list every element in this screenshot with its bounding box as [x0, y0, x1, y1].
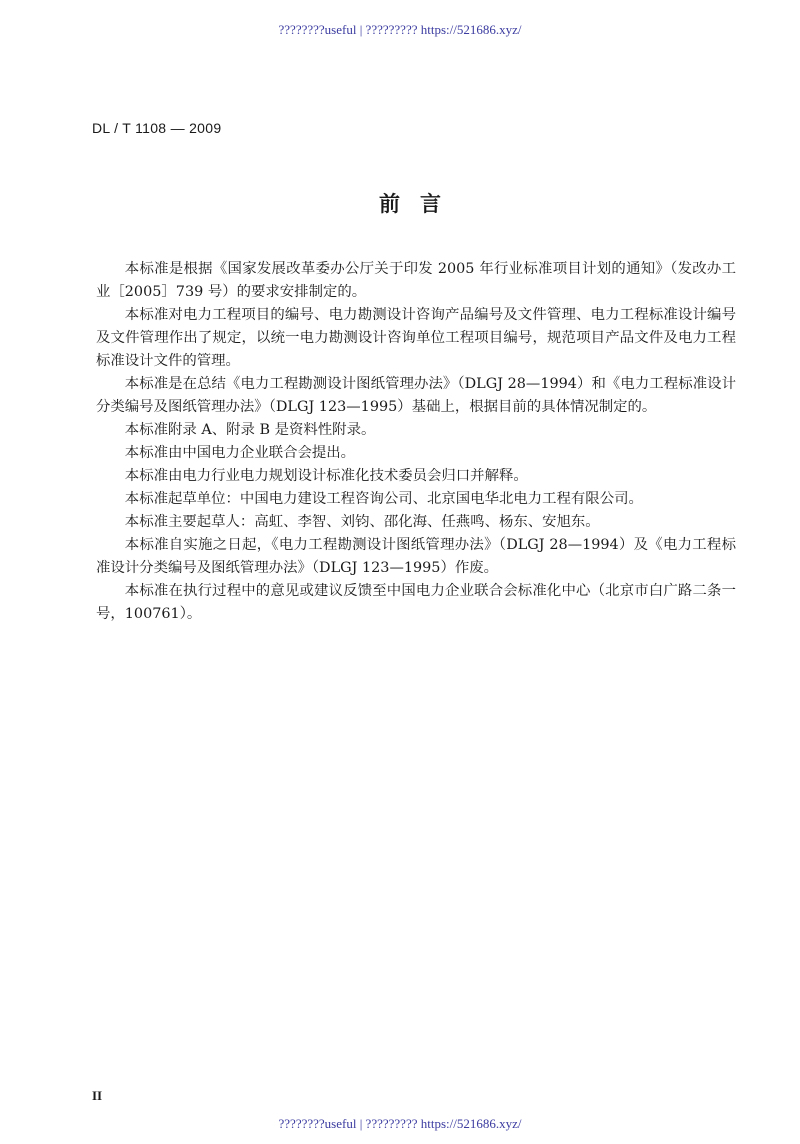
watermark-text: ????????useful | ????????? — [278, 22, 421, 37]
paragraph: 本标准由电力行业电力规划设计标准化技术委员会归口并解释。 — [124, 468, 528, 484]
paragraph: 本标准自实施之日起，《电力工程勘测设计图纸管理办法》（DLGJ 28—1994）及《电力工程标准设计分类编号及图纸管理办法》（DLGJ 123—1995）作废。 — [96, 537, 736, 576]
foreword-body — [96, 258, 736, 626]
paragraph: 本标准主要起草人：高虹、李智、刘钧、邵化海、任燕鸣、杨东、安旭东。 — [124, 514, 600, 530]
paragraph: 本标准是根据《国家发展改革委办公厅关于印发 2005 年行业标准项目计划的通知》（发改办工业［2005］739 号）的要求安排制定的。 — [96, 261, 736, 300]
watermark-link[interactable]: https://521686.xyz/ — [420, 1116, 522, 1131]
page-title: 前言 — [379, 191, 461, 216]
paragraph: 本标准起草单位：中国电力建设工程咨询公司、北京国电华北电力工程有限公司。 — [124, 491, 643, 507]
paragraph: 本标准附录 A、附录 B 是资料性附录。 — [124, 422, 376, 438]
paragraph: 本标准对电力工程项目的编号、电力勘测设计咨询产品编号及文件管理、电力工程标准设计编号及文件管理作出了规定，以统一电力勘测设计咨询单位工程项目编号，规范项目产品文件及电力工程标准设计文件的管理。 — [96, 307, 736, 369]
bottom-watermark — [0, 1116, 800, 1132]
top-watermark — [0, 22, 800, 38]
paragraph: 本标准由中国电力企业联合会提出。 — [124, 445, 356, 461]
standard-code: DL / T 1108 — 2009 — [92, 120, 222, 136]
paragraph: 本标准是在总结《电力工程勘测设计图纸管理办法》（DLGJ 28—1994）和《电力工程标准设计分类编号及图纸管理办法》（DLGJ 123—1995）基础上，根据目前的具体情况制定的。 — [96, 376, 736, 415]
paragraph: 本标准在执行过程中的意见或建议反馈至中国电力企业联合会标准化中心（北京市白广路二条一号，100761）。 — [96, 583, 736, 622]
watermark-link[interactable]: https://521686.xyz/ — [420, 22, 522, 37]
page-number: II — [92, 1088, 103, 1103]
watermark-text: ????????useful | ????????? — [278, 1116, 421, 1131]
